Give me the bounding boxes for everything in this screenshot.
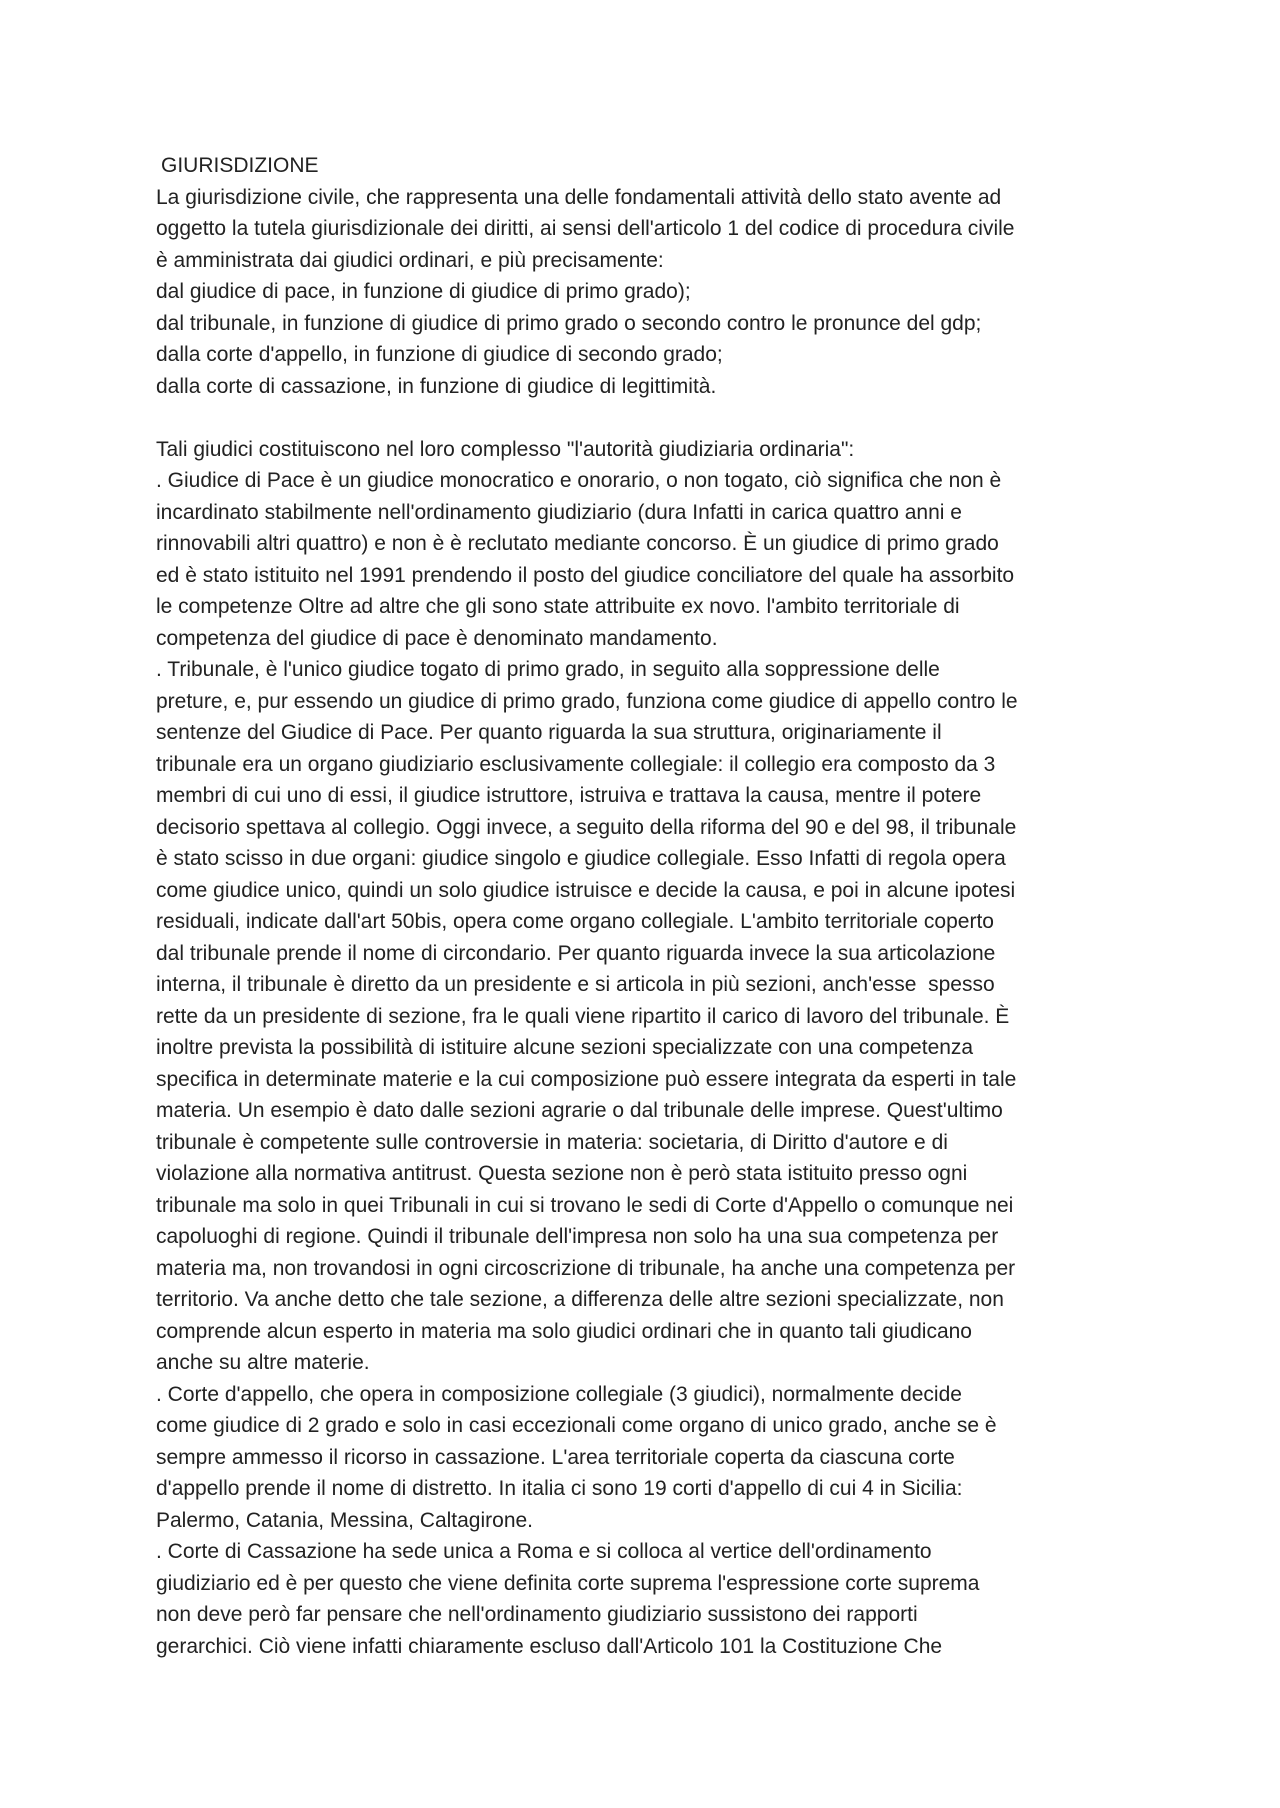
text-line: come giudice di 2 grado e solo in casi eccezionali come organo di unico grado, anche se è (156, 1414, 997, 1437)
text-line: Tali giudici costituiscono nel loro complesso "l'autorità giudiziaria ordinaria": (156, 437, 855, 461)
text-line: rette da un presidente di sezione, fra le quali viene ripartito il carico di lavoro del tribunale. È (156, 1004, 1010, 1028)
text-line: decisorio spettava al collegio. Oggi invece, a seguito della riforma del 90 e del 98, il tribunale (156, 815, 1017, 839)
text-line: violazione alla normativa antitrust. Questa sezione non è però stata istituito presso ogni (156, 1162, 968, 1185)
text-line: gerarchici. Ciò viene infatti chiaramente escluso dall'Articolo 101 la Costituzione Che (156, 1634, 943, 1658)
text-line: sentenze del Giudice di Pace. Per quanto riguarda la sua struttura, originariamente il (156, 721, 942, 744)
body-paragraph (156, 434, 1156, 1663)
text-line: le competenze Oltre ad altre che gli sono state attribuite ex novo. l'ambito territoriale di (156, 595, 960, 618)
text-line: dalla corte d'appello, in funzione di giudice di secondo grado; (156, 343, 723, 366)
text-line: anche su altre materie. (156, 1351, 370, 1374)
text-line: tribunale era un organo giudiziario esclusivamente collegiale: il collegio era composto da 3 (156, 752, 996, 776)
text-line: d'appello prende il nome di distretto. In italia ci sono 19 corti d'appello di cui 4 in Sicilia: (156, 1477, 963, 1500)
text-line: materia. Un esempio è dato dalle sezioni agrarie o dal tribunale delle imprese. Quest'ultimo (156, 1099, 1003, 1122)
text-line: preture, e, pur essendo un giudice di primo grado, funziona come giudice di appello contro le (156, 689, 1018, 713)
text-line: capoluoghi di regione. Quindi il tribunale dell'impresa non solo ha una sua competenza per (156, 1225, 999, 1248)
text-line: giudiziario ed è per questo che viene definita corte suprema l'espressione corte suprema (156, 1571, 980, 1595)
text-line: oggetto la tutela giurisdizionale dei diritti, ai sensi dell'articolo 1 del codice di procedura civile (156, 217, 1015, 240)
text-line: . Giudice di Pace è un giudice monocratico e onorario, o non togato, ciò significa che non è (156, 469, 1002, 492)
document-page (156, 150, 1156, 1662)
text-line: competenza del giudice di pace è denominato mandamento. (156, 626, 718, 650)
text-line: Palermo, Catania, Messina, Caltagirone. (156, 1508, 534, 1532)
intro-paragraph (156, 182, 1156, 403)
text-line: residuali, indicate dall'art 50bis, opera come organo collegiale. L'ambito territoriale coperto (156, 910, 994, 933)
text-line: è stato scisso in due organi: giudice singolo e giudice collegiale. Esso Infatti di regola opera (156, 847, 1006, 870)
text-line: . Corte d'appello, che opera in composizione collegiale (3 giudici), normalmente decide (156, 1382, 962, 1406)
text-line: rinnovabili altri quattro) e non è è reclutato mediante concorso. È un giudice di primo grado (156, 532, 999, 555)
text-line: tribunale ma solo in quei Tribunali in cui si trovano le sedi di Corte d'Appello o comunque nei (156, 1193, 1014, 1217)
text-line: comprende alcun esperto in materia ma solo giudici ordinari che in quanto tali giudicano (156, 1319, 972, 1343)
text-line: ed è stato istituito nel 1991 prendendo il posto del giudice conciliatore del quale ha assorbito (156, 563, 1015, 587)
text-line: territorio. Va anche detto che tale sezione, a differenza delle altre sezioni specializzate, non (156, 1288, 1004, 1311)
text-line: tribunale è competente sulle controversie in materia: societaria, di Diritto d'autore e di (156, 1130, 948, 1154)
paragraph-spacer (156, 402, 1156, 434)
text-line: materia ma, non trovandosi in ogni circoscrizione di tribunale, ha anche una competenza per (156, 1256, 1016, 1280)
text-line: inoltre prevista la possibilità di istituire alcune sezioni specializzate con una competenza (156, 1036, 974, 1059)
text-line: specifica in determinate materie e la cui composizione può essere integrata da esperti in tale (156, 1067, 1017, 1091)
text-line: . Tribunale, è l'unico giudice togato di primo grado, in seguito alla soppressione delle (156, 658, 940, 681)
text-line: La giurisdizione civile, che rappresenta una delle fondamentali attività dello stato avente ad (156, 185, 1002, 209)
text-line: dal tribunale prende il nome di circondario. Per quanto riguarda invece la sua articolazione (156, 941, 996, 965)
text-line: . Corte di Cassazione ha sede unica a Roma e si colloca al vertice dell'ordinamento (156, 1540, 932, 1563)
text-line: interna, il tribunale è diretto da un presidente e si articola in più sezioni, anch'esse spesso (156, 973, 995, 996)
text-line: dal giudice di pace, in funzione di giudice di primo grado); (156, 280, 691, 303)
text-line: come giudice unico, quindi un solo giudice istruisce e decide la causa, e poi in alcune ipotesi (156, 878, 1016, 902)
text-line: non deve però far pensare che nell'ordinamento giudiziario sussistono dei rapporti (156, 1603, 918, 1626)
text-line: dalla corte di cassazione, in funzione di giudice di legittimità. (156, 374, 717, 398)
text-line: incardinato stabilmente nell'ordinamento giudiziario (dura Infatti in carica quattro anni e (156, 500, 962, 524)
text-line: dal tribunale, in funzione di giudice di primo grado o secondo contro le pronunce del gdp; (156, 311, 982, 335)
text-line: è amministrata dai giudici ordinari, e più precisamente: (156, 248, 664, 272)
document-title: GIURISDIZIONE (161, 154, 319, 177)
text-line: membri di cui uno di essi, il giudice istruttore, istruiva e trattava la causa, mentre il potere (156, 784, 982, 807)
text-line: sempre ammesso il ricorso in cassazione. L'area territoriale coperta da ciascuna corte (156, 1445, 955, 1469)
